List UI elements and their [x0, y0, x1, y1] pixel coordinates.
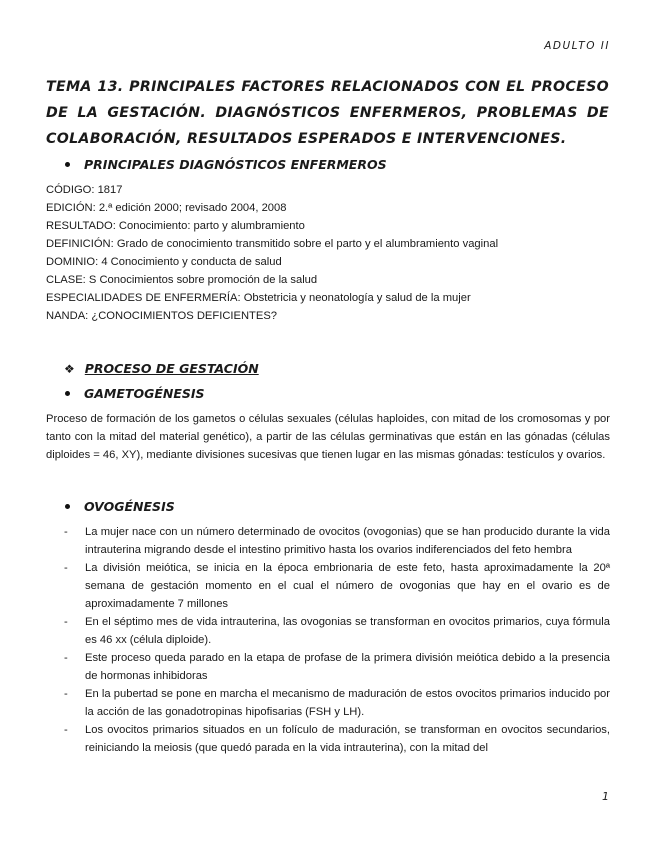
- document-header: ADULTO II: [544, 40, 610, 52]
- list-item: [46, 649, 610, 685]
- dash-bullet: -: [64, 526, 68, 538]
- dash-bullet: -: [64, 724, 68, 736]
- section-heading-diagnosticos: [65, 157, 387, 172]
- gametogenesis-paragraph: Proceso de formación de los gametos o células sexuales (células haploides, con mitad de los cromosomas y por tanto con la mitad del material genético), a partir de las células germinativas que están en las gónadas (células diploides = 46, XY), mediante divisiones sucesivas que tienen lugar en las mismas gónadas: testículos y ovarios.: [46, 413, 610, 461]
- list-item-text: En la pubertad se pone en marcha el mecanismo de maduración de estos ovocitos primarios inducido por la acción de las gonadotropinas hipofisarias (FSH y LH).: [85, 688, 610, 718]
- list-item-text: La mujer nace con un número determinado de ovocitos (ovogonias) que se han producido durante la vida intrauterina migrando desde el intestino primitivo hasta los ovarios indiferenciados del feto hembra: [85, 526, 610, 556]
- dash-bullet: -: [64, 688, 68, 700]
- list-item-text: La división meiótica, se inicia en la época embrionaria de este feto, hasta aproximadamente la 20ª semana de gestación momento en el cual el número de ovogonias que hay en el ovario es de aproximadamente 7 millones: [85, 562, 610, 610]
- subheading-text: OVOGÉNESIS: [84, 499, 175, 514]
- bullet-icon: [65, 162, 70, 167]
- subheading-ovogenesis: [65, 499, 175, 514]
- subheading-gametogenesis: [65, 386, 205, 401]
- list-item-text: En el séptimo mes de vida intrauterina, las ovogonias se transforman en ovocitos primarios, cuya fórmula es 46 xx (célula diploide).: [85, 616, 610, 646]
- list-item-text: Este proceso queda parado en la etapa de profase de la primera división meiótica debido a la presencia de hormonas inhibidoras: [85, 652, 610, 682]
- dash-bullet: -: [64, 562, 68, 574]
- section-heading-text: PRINCIPALES DIAGNÓSTICOS ENFERMEROS: [84, 157, 387, 172]
- list-item: [46, 559, 610, 613]
- meta-line: ESPECIALIDADES DE ENFERMERÍA: Obstetricia y neonatología y salud de la mujer: [46, 292, 471, 304]
- meta-line: CÓDIGO: 1817: [46, 184, 123, 196]
- list-item: [46, 685, 610, 721]
- diamond-bullet-icon: ❖: [64, 361, 75, 376]
- dash-bullet: -: [64, 652, 68, 664]
- section-heading-proceso: [64, 361, 259, 376]
- list-item: [46, 523, 610, 559]
- ovogenesis-list: [46, 523, 610, 757]
- meta-line: NANDA: ¿CONOCIMIENTOS DEFICIENTES?: [46, 310, 278, 322]
- meta-line: CLASE: S Conocimientos sobre promoción de la salud: [46, 274, 318, 286]
- meta-line: RESULTADO: Conocimiento: parto y alumbramiento: [46, 220, 305, 232]
- section-heading-text: PROCESO DE GESTACIÓN: [84, 361, 259, 376]
- list-item: [46, 613, 610, 649]
- list-item: [46, 721, 610, 757]
- bullet-icon: [65, 391, 70, 396]
- page-title: TEMA 13. PRINCIPALES FACTORES RELACIONADOS CON EL PROCESO DE LA GESTACIÓN. DIAGNÓSTICOS ENFERMEROS, PROBLEMAS DE COLABORACIÓN, RESULTADOS ESPERADOS E INTERVENCIONES.: [46, 79, 609, 147]
- meta-line: DOMINIO: 4 Conocimiento y conducta de salud: [46, 256, 282, 268]
- bullet-icon: [65, 504, 70, 509]
- page-number: 1: [602, 790, 609, 803]
- list-item-text: Los ovocitos primarios situados en un folículo de maduración, se transforman en ovocitos secundarios, reiniciando la meiosis (que quedó parada en la vida intrauterina), con la mitad del: [85, 724, 610, 754]
- meta-line: DEFINICIÓN: Grado de conocimiento transmitido sobre el parto y el alumbramiento vaginal: [46, 238, 499, 250]
- diagnostic-metadata: [46, 181, 498, 325]
- subheading-text: GAMETOGÉNESIS: [84, 386, 205, 401]
- dash-bullet: -: [64, 616, 68, 628]
- meta-line: EDICIÓN: 2.ª edición 2000; revisado 2004, 2008: [46, 202, 287, 214]
